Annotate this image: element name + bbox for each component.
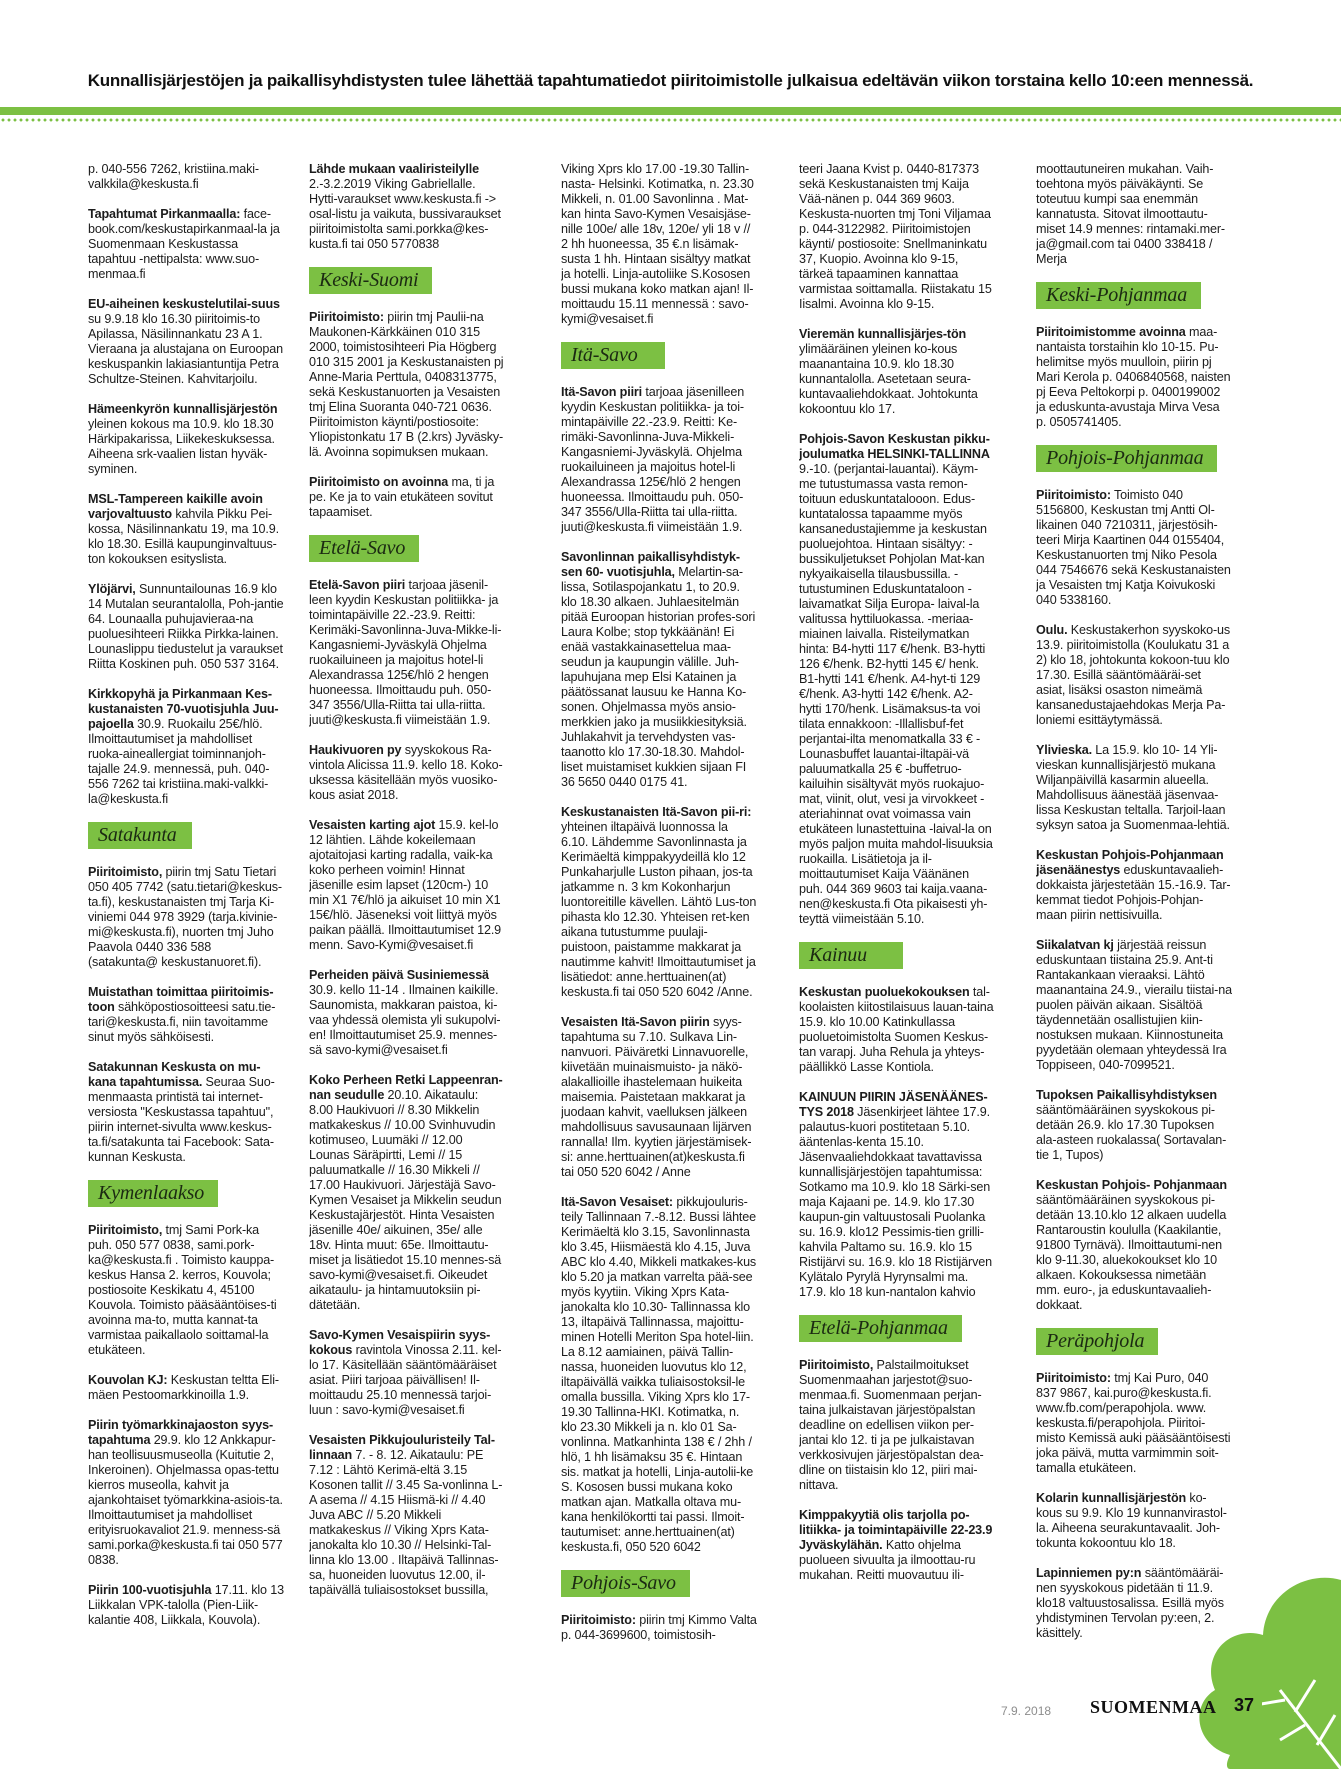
notice-body: tarjoaa jäsenil-leen kyydin Keskustan politiikka- ja toimintapäiville 22.-23.9. Reitti: Kerimäki-Savonlinna-Juva-Mikke-li-Kangasniemi-Jyväskylä Ohjelma ruokailuineen ja majoitus hotel-li Alexandrassa 125€/hlö 2 hengen huoneessa. Ilmoittaudu puh. 050-347 3556/Ulla-Riitta tai ulla-riitta. juuti@keskusta.fi viimeistään 1.9.	[309, 578, 502, 727]
event-notice	[1036, 743, 1232, 833]
region-section-banner: Etelä-Pohjanmaa	[799, 1315, 962, 1342]
event-notice	[1036, 162, 1232, 267]
event-notice	[1036, 488, 1232, 608]
notice-heading: Piiritoimisto:	[309, 310, 384, 324]
notice-body: ylimääräinen yleinen ko-kous maanantaina 10.9. klo 18.30 kunnantalolla. Asetetaan seura-kuntavaaliehdokkaat. Johtokunta kokoontuu klo 17.	[799, 342, 978, 416]
notice-heading: Piiritoimisto:	[1036, 1371, 1111, 1385]
event-notice	[561, 1613, 757, 1642]
notice-heading: Vesaisten Itä-Savon piirin	[561, 1015, 710, 1029]
notice-body: 15.9. kel-lo 12 lähtien. Lähde kokeilemaan ajotaitojasi karting radalla, vaik-ka koko perheen voimin! Hinnat jäsenille esim lapset (120cm-) 10 min X1 7€/hlö ja aikuiset 10 min X1 15€/hlö. Jäseneksi voit liittyä myös paikan päällä. Ilmoittautumiset 12.9 menn. Savo-Kymi@vesaiset.fi	[309, 818, 502, 952]
masthead: SUOMENMAA	[1090, 1697, 1217, 1717]
notice-body: 30.9. kello 11-14 . Ilmainen kaikille. Saunomista, makkaran paistoa, ki-vaa yhdessä olemista yli sukupolvi-en! Ilmoittautumiset 25.9. mennes-sä savo-kymi@vesaiset.fi	[309, 983, 501, 1057]
notice-heading: Perheiden päivä Susiniemessä	[309, 968, 489, 982]
event-notice	[88, 207, 284, 282]
event-notice	[309, 310, 505, 460]
notice-body: sähköpostiosoitteesi satu.tie-tari@keskusta.fi, niin tavoitamme sinut myös sähköisesti.	[88, 1000, 276, 1044]
event-notice	[1036, 1178, 1232, 1313]
column-2	[309, 162, 505, 1642]
notice-body: 30.9. Ruokailu 25€/hlö. Ilmoittautumiset ja mahdolliset ruoka-aineallergiat toiminnanjoh-tajalle 24.9. mennessä, puh. 040-556 7262 tai kristiina.maki-valkki-la@keskusta.fi	[88, 717, 270, 806]
notice-body: tmj Kai Puro, 040 837 9867, kai.puro@keskusta.fi. www.fb.com/perapohjola. www. keskusta.fi/perapohjola. Piiritoi-misto Kemissä auki pääsääntöisesti joka päivä, mutta varmimmin soit-tamalla etukäteen.	[1036, 1371, 1231, 1475]
event-notice	[88, 687, 284, 807]
notice-body: Seuraa Suo-menmaasta printistä tai internet-versiosta "Keskustassa tapahtuu", piirin internet-sivulta www.keskus-ta.fi/satakunta tai Facebook: Sata-kunnan Keskusta.	[88, 1075, 275, 1164]
notice-heading: Piirin työmarkkinajaoston syys-tapahtuma	[88, 1418, 274, 1447]
region-section-banner: Keski-Pohjanmaa	[1036, 282, 1201, 309]
notice-heading: Piiritoimistomme avoinna	[1036, 325, 1186, 339]
event-notice	[88, 492, 284, 567]
header-green-rule	[0, 107, 1341, 115]
notice-body: 9.-10. (perjantai-lauantai). Käym-me tutustumassa vasta remon-toituun eduskuntatalooon. Edus-kuntatalossa tapaamme myös kansanedustajiemme ja keskustan puoluejohtoa. Hintaan sisältyy: -bussikuljetukset Pohjolan Mat-kan nykyaikaisella tilausbussilla. -tutustuminen Eduskuntataloon -laivamatkat Silja Europa- laival-la valitussa hyttiluokassa. -meriaa-miainen laivalla. Risteilymatkan hinta: B4-hytti 117 €/henk. B3-hytti 126 €/henk. B2-hytti 145 €/ henk. B1-hytti 141 €/henk. A4-hyt-ti 129 €/henk. A3-hytti 142 €/henk. A2-hytti 170/henk. Lisämaksus-ta voi tilata ennakkoon: -Illallisbuf-fet perjantai-ilta menomatkalla 33 € -Lounasbuffet lauantai-iltapäi-vä paluumatkalla 25 € -buffetruo-kailuihin sisältyvät myös ruokajuo-mat, viinit, olut, vesi ja virvokkeet -ateriahinnat ovat voimassa vain etukäteen lunastettuina -laival-la on myös paljon muita mahdol-lisuuksia ruokailla. Lisätietoja ja il-moittautumiset Kaija Väänänen puh. 044 369 9603 tai kaija.vaana-nen@keskusta.fi Ota pikaisesti yh-teyttä viimeistään 5.10.	[799, 462, 993, 926]
notice-heading: Kirkkopyhä ja Pirkanmaan Kes-kustanaisten 70-vuotisjuhla Juu-pajoella	[88, 687, 279, 731]
event-notice	[799, 327, 995, 417]
notice-body: 7. - 8. 12. Aikataulu: PE 7.12 : Lähtö Kerimä-eltä 3.15 Kosonen tallit // 3.45 Sa-vonlinna L-A asema // 4.15 Hiismä-ki // 4.40 Juva ABC // 5.20 Mikkeli matkakeskus // Viking Xprs Kata-janokalta klo 10.30 // Helsinki-Tal-linna klo 13.00 . Iltapäivä Tallinnas-sa, huoneiden luovutus 12.00, il-tapäivällä tuliaisostokset bussilla,	[309, 1448, 503, 1597]
header-dotted-rule	[0, 118, 1341, 122]
event-notice	[561, 1195, 757, 1555]
event-notice	[309, 743, 505, 803]
notice-heading: Ylöjärvi,	[88, 582, 136, 596]
notice-heading: Kolarin kunnallisjärjestön	[1036, 1491, 1187, 1505]
event-notice	[799, 1358, 995, 1493]
notice-body: Toimisto 040 5156800, Keskustan tmj Antti Ol-likainen 040 7210311, järjestösih-teeri Mirja Kaartinen 044 0155404, Keskustanuorten tmj Niko Pesola 044 7546676 sekä Keskustanaisten ja Vesaisten tmj Katja Koivukoski 040 5338160.	[1036, 488, 1231, 607]
notice-heading: Vesaisten karting ajot	[309, 818, 436, 832]
event-notice	[88, 1223, 284, 1358]
event-notice	[88, 297, 284, 387]
event-notice	[799, 985, 995, 1075]
notice-body: syys-tapahtuma su 7.10. Sulkava Lin-nanvuori. Päiväretki Linnavuorelle, kiivetään muinaismuisto- ja näkö-alakallioille ihastelemaan huikeita maisemia. Paistetaan makkarat ja juodaan kahvit, vaelluksen jälkeen mahdollisuus savusaunaan lijärven rannalla! Ilm. kyytien järjestämisek-si: anne.herttuainen(at)keskusta.fi tai 050 520 6042 / Anne	[561, 1015, 752, 1179]
event-notice	[1036, 623, 1232, 728]
notice-body: 29.9. klo 12 Ankkapur-han teollisuusmuseolla (Kuitutie 2, Inkeroinen). Ohjelmassa opas-tettu kierros museolla, kahvit ja ajankohtaiset työmarkkina-asiois-ta. Ilmoittautumiset ja mahdolliset erityisruokavaliot 21.9. menness-sä sami.porka@keskusta.fi tai 050 577 0838.	[88, 1433, 283, 1567]
event-notice	[799, 1090, 995, 1300]
notice-body: 2.-3.2.2019 Viking Gabriellalle. Hytti-varaukset www.keskusta.fi -> osal-listu ja vaikuta, bussivaraukset piiritoimistolta sami.porkka@kes-kusta.fi tai 050 5770838	[309, 177, 501, 251]
region-section-banner: Peräpohjola	[1036, 1328, 1158, 1355]
notice-body: Katto ohjelma puolueen sivuulta ja ilmoottau-ru mukahan. Reitti muovautuu ili-	[799, 1538, 976, 1582]
notice-body: piirin tmj Kimmo Valta p. 044-3699600, toimistosih-	[561, 1613, 757, 1642]
notice-body: p. 040-556 7262, kristiina.maki-valkkila@keskusta.fi	[88, 162, 259, 191]
notice-heading: Savo-Kymen Vesaispiirin syys-kokous	[309, 1328, 491, 1357]
event-notice	[309, 1433, 505, 1598]
notice-body: Sunnuntailounas 16.9 klo 14 Mutalan seurantalolla, Poh-jantie 64. Lounaalla puhujavieraa-na puoluesihteeri Riikka Pirkka-lainen. Lounaslippu tiedustelut ja varaukset Riitta Koskinen puh. 050 537 3164.	[88, 582, 284, 671]
notice-body: tmj Sami Pork-ka puh. 050 577 0838, sami.pork-ka@keskusta.fi . Toimisto kauppa-keskus Hansa 2. kerros, Kouvola; postiosoite Keskikatu 4, 45100 Kouvola. Toimisto pääsääntöises-ti avoinna ma-to, mutta kannat-ta varmistaa paikallaolo soittamal-la etukäteen.	[88, 1223, 277, 1357]
event-notice	[88, 1373, 284, 1403]
notice-body: kahvila Pikku Pei-kossa, Näsilinnankatu 19, ma 10.9. klo 18.30. Esillä kaupunginvaltuus-ton kokouksen esityslista.	[88, 507, 279, 566]
event-notice	[88, 162, 284, 192]
event-notice	[88, 1418, 284, 1568]
region-section-banner: Pohjois-Pohjanmaa	[1036, 445, 1217, 472]
notice-heading: Piiritoimisto:	[1036, 488, 1111, 502]
event-notice	[88, 865, 284, 970]
notice-body: sääntömääräinen syyskokous pi-detään 13.10.klo 12 alkaen uudella Rantaroustin koululla (Kaakilantie, 91800 Tyrnävä). Ilmoittautumi-nen klo 9-11.30, aluekokoukset klo 10 alkaen. Kokouksessa nimetään mm. euro-, ja eduskuntavaalieh-dokkaat.	[1036, 1193, 1227, 1312]
event-notice	[309, 818, 505, 953]
notice-heading: Vieremän kunnallisjärjes-tön	[799, 327, 967, 341]
column-4	[799, 162, 995, 1642]
notice-body: Melartin-sa-lissa, Sotilaspojankatu 1, to 20.9. klo 18.30 alkaen. Juhlaesitelmän pitää Euroopan historian profes-sori Laura Kolbe; stop tykkäänän! Ei enää vastakkainasettelua maa-seudun ja kaupungin välille. Juh-lapuhujana mep Elsi Katainen ja päätössanat lausuu ke Hanna Ko-sonen. Ohjelmassa myös ansio-merkkien jako ja musiikkiesityksiä. Juhlakahvit ja tervehdysten vas-taanotto klo 17.30-18.30. Mahdol-liset muistamiset kukkien sijaan FI 36 5650 0440 0175 41.	[561, 565, 756, 789]
notice-heading: Tupoksen Paikallisyhdistyksen	[1036, 1088, 1217, 1102]
event-notice	[1036, 325, 1232, 430]
issue-date: 7.9. 2018	[1001, 1704, 1052, 1718]
notice-heading: Lähde mukaan vaaliristeilylle	[309, 162, 479, 176]
notice-heading: Siikalatvan kj	[1036, 938, 1114, 952]
event-notice	[561, 805, 757, 1000]
notice-heading: Vesaisten Pikkujouluristeily Tal-linnaan	[309, 1433, 495, 1462]
region-section-banner: Satakunta	[88, 822, 192, 849]
notice-body: face-book.com/keskustapirkanmaal-la ja Suomenmaan Keskustassa tapahtuu -nettipalsta: www.suo-menmaa.fi	[88, 207, 280, 281]
notice-body: ko-kous su 9.9. Klo 19 kunnanvirastol-la. Aiheena seurakuntavaalit. Joh-tokunta kokoontuu klo 18.	[1036, 1491, 1227, 1550]
region-section-banner: Etelä-Savo	[309, 535, 419, 562]
event-notice	[799, 432, 995, 927]
notice-heading: Lapinniemen py:n	[1036, 1566, 1142, 1580]
notice-body: sääntömääräinen syyskokous pi-detään 26.9. klo 17.30 Tupoksen ala-asteen ruokalassa( Sortavalan-tie 1, Tupos)	[1036, 1103, 1227, 1162]
notice-heading: Oulu.	[1036, 623, 1068, 637]
notice-heading: Piiritoimisto,	[799, 1358, 874, 1372]
notice-heading: Muistathan toimittaa piiritoimis-toon	[88, 985, 274, 1014]
notice-body: tal-koolaisten kiitostilaisuus lauan-taina 15.9. klo 10.00 Katinkullassa puoluetoimistolta Suomen Keskus-tan varapj. Juha Rehula ja yhteys-päällikkö Lasse Kontiola.	[799, 985, 994, 1074]
notice-body: syyskokous Ra-vintola Alicissa 11.9. kello 18. Koko-uksessa käsitellään myös vuosiko-kous asiat 2018.	[309, 743, 503, 802]
notice-body: Keskustan teltta Eli-mäen Pestoomarkkinoilla 1.9.	[88, 1373, 279, 1402]
region-section-banner: Pohjois-Savo	[561, 1570, 690, 1597]
notice-heading: Kouvolan KJ:	[88, 1373, 168, 1387]
event-notice	[309, 578, 505, 728]
publication-notice: Kunnallisjärjestöjen ja paikallisyhdistysten tulee lähettää tapahtumatiedot piiritoimistolle julkaisua edeltävän viikon torstaina kello 10:een mennessä.	[87, 71, 1254, 90]
region-section-banner: Itä-Savo	[561, 342, 665, 369]
notice-body: ravintola Vinossa 2.11. kel-lo 17. Käsitellään sääntömääräiset asiat. Piiri tarjoaa päivällisen! Il-moittaudu 25.10 mennessä tarjoi-luun : savo-kymi@vesaiset.fi	[309, 1343, 502, 1417]
notice-body: 20.10. Aikataulu: 8.00 Haukivuori // 8.30 Mikkelin matkakeskus // 10.00 Svinhuvudin kotimuseo, Luumäki // 12.00 Lounas Säräpirtti, Lemi // 15 paluumatkalle // 16.30 Mikkeli // 17.00 Haukivuori. Järjestäjä Savo-Kymen Vesaiset ja Mikkelin seudun Keskustajärjestöt. Hinta Vesaisten jäsenille 40e/ aikuinen, 35e/ alle 18v. Hinta muut: 65e. Ilmoittautu-miset ja lisätiedot 15.10 mennes-sä savo-kymi@vesaiset.fi. Oikeudet aikataulu- ja hintamuutoksiin pi-dätetään.	[309, 1088, 502, 1312]
event-notice	[309, 162, 505, 252]
event-notice	[561, 385, 757, 535]
notice-heading: Pohjois-Savon Keskustan pikku-joulumatka HELSINKI-TALLINNA	[799, 432, 990, 461]
notice-heading: Satakunnan Keskusta on mu-kana tapahtumissa.	[88, 1060, 261, 1089]
notice-body: eduskuntavaalieh-dokkaista järjestetään 15.-16.9. Tar-kemmat tiedot Pohjois-Pohjan-maan piirin nettisivuilla.	[1036, 863, 1231, 922]
notice-body: teeri Jaana Kvist p. 0440-817373 sekä Keskustanaisten tmj Kaija Vää-nänen p. 044 369 9603. Keskusta-nuorten tmj Toni Viljamaa p. 044-3122982. Piiritoimistojen käynti/ postiosoite: Snellmaninkatu 37, Kuopio. Avoinna klo 9-15, tärkeä tapaaminen kannattaa varmistaa soittamalla. Riistakatu 15 Iisalmi. Avoinna klo 9-15.	[799, 162, 992, 311]
notice-body: su 9.9.18 klo 16.30 piiritoimis-to Apilassa, Näsilinnankatu 23 A 1. Vieraana ja alustajana on Euroopan keskuspankin lakiasiantuntija Petra Schultze-Steinen. Kahvitarjoilu.	[88, 312, 283, 386]
event-notice	[799, 162, 995, 312]
notice-heading: Itä-Savon piiri	[561, 385, 643, 399]
region-section-banner: Kainuu	[799, 942, 903, 969]
notice-body: yhteinen iltapäivä luonnossa la 6.10. Lähdemme Savonlinnasta ja Kerimäeltä kimppakyydeillä klo 12 Punkaharjulle Luston pihaan, jos-ta jatkamme n. 3 km Kokonharjun luontoreitille kävellen. Lähtö Lus-ton pihasta klo 12.30. Yhteisen ret-ken aikana tutustumme puulaji-puistoon, paistamme makkarat ja nautimme kahvit! Ilmoittautumiset ja lisätiedot: anne.herttuainen(at) keskusta.fi tai 050 520 6042 /Anne.	[561, 820, 757, 999]
notice-body: sääntömääräi-nen syyskokous pidetään ti 11.9. klo18 valtuustosalissa. Esillä myös yhdistyminen Tervolan py:een, 2. käsittely.	[1036, 1566, 1224, 1640]
notice-body: piirin tmj Satu Tietari 050 405 7742 (satu.tietari@keskus-ta.fi), keskustanaisten tmj Tarja Ki-viniemi 044 978 3929 (tarja.kivinie-mi@keskusta.fi), nuorten tmj Juho Paavola 0440 336 588 (satakunta@ keskustanuoret.fi).	[88, 865, 282, 969]
green-leaf-icon	[1185, 1540, 1341, 1769]
event-notice	[88, 1583, 284, 1628]
column-5	[1036, 162, 1232, 1642]
notice-heading: MSL-Tampereen kaikille avoin varjovaltuusto	[88, 492, 263, 521]
notice-heading: Etelä-Savon piiri	[309, 578, 406, 592]
notice-body: tarjoaa jäsenilleen kyydin Keskustan politiikka- ja toi-mintapäiville 22.-23.9. Reitti: Ke-rimäki-Savonlinna-Juva-Mikkeli-Kangasniemi-Jyväskylä. Ohjelma ruokailuineen ja majoitus hotel-li Alexandrassa 125€/hlö 2 hengen huoneessa. Ilmoittaudu puh. 050-347 3556/Ulla-Riitta tai ulla-riitta. juuti@keskusta.fi viimeistään 1.9.	[561, 385, 745, 534]
notice-heading: Hämeenkyrön kunnallisjärjestön	[88, 402, 278, 416]
column-1	[88, 162, 284, 1642]
notice-heading: Keskustan puoluekokouksen	[799, 985, 970, 999]
notice-body: järjestää reissun eduskuntaan tiistaina 25.9. Ant-ti Rantakankaan vieraaksi. Lähtö maanantaina 24.9., vierailu tiistai-na puolen päivän aikaan. Sisältöä täydennetään osallistujien kiin-nostuksen mukaan. Kiinnostuneita pyydetään olemaan yhteydessä Ira Toppiseen, 040-7099521.	[1036, 938, 1232, 1072]
region-section-banner: Kymenlaakso	[88, 1180, 218, 1207]
notice-body: Viking Xprs klo 17.00 -19.30 Tallin-nasta- Helsinki. Kotimatka, n. 23.30 Mikkeli, n. 01.00 Savonlinna . Mat-kan hinta Savo-Kymen Vesaisjäse-nille 100e/ alle 18v, 120e/ yli 18 v // 2 hh huoneessa, 35 €.n lisämak-susta 1 hh. Hintaan sisältyy matkat ja hotelli. Linja-autoliike S.Kososen bussi mukana koko matkan ajan! Il-moittaudu 15.11 mennessä : savo-kymi@vesaiset.fi	[561, 162, 754, 326]
notice-heading: Koko Perheen Retki Lappeenran-nan seudulle	[309, 1073, 503, 1102]
notice-body: ma, ti ja pe. Ke ja to vain etukäteen sovitut tapaamiset.	[309, 475, 495, 519]
event-notice	[799, 1508, 995, 1583]
event-notice	[88, 1060, 284, 1165]
notice-body: 17.11. klo 13 Liikkalan VPK-talolla (Pien-Liik-kalantie 408, Liikkala, Kouvola).	[88, 1583, 284, 1627]
notice-body: La 15.9. klo 10- 14 Yli-vieskan kunnallisjärjestö mukana Wiljanpäivillä kasarmin alueella. Mahdollisuus äänestää jäsenvaa-lissa Keskustan teltalla. Tarjoil-laan syksyn satoa ja Suomenmaa-lehtiä.	[1036, 743, 1230, 832]
notice-body: yleinen kokous ma 10.9. klo 18.30 Härkipakarissa, Liikekeskuksessa. Aiheena srk-vaalien listan hyväk-syminen.	[88, 417, 275, 476]
notice-heading: Ylivieska.	[1036, 743, 1092, 757]
notice-heading: KAINUUN PIIRIN JÄSENÄÄNES-TYS 2018	[799, 1090, 988, 1119]
event-notice	[88, 985, 284, 1045]
event-notice	[88, 402, 284, 477]
notice-body: pikkujouluris-teily Tallinnaan 7.-8.12. Bussi lähtee Kerimäeltä klo 3.15, Savonlinnasta klo 3.45, Hiismäestä klo 4.15, Juva ABC klo 4.40, Mikkeli matkakes-kus klo 5.20 ja matkan varrelta pää-see myös kyytiin. Viking Xprs Kata-janokalta klo 10.30- Tallinnassa klo 13, iltapäivä Tallinnassa, majoittu-minen Hotelli Meriton Spa hotel-liin. La 8.12 aamiainen, päivä Tallin-nassa, huoneiden luovutus klo 12, iltapäivällä vaikka tuliaisostoksil-le omalla bussilla. Viking Xprs klo 17-19.30 Tallinna-HKI. Kotimatka, n. klo 23.30 Mikkeli ja n. klo 01 Sa-vonlinna. Matkanhinta 138 € / 2hh / hlö, 1 hh lisämaksu 35 €. Hintaan sis. matkat ja hotelli, Linja-autolii-ke S. Kososen bussi mukana koko matkan ajan. Matkalla oltava mu-kana henkilökortti tai passi. Ilmoit-tautumiset: anne.herttuainen(at) keskusta.fi, 050 520 6042	[561, 1195, 757, 1554]
page-number: 37	[1226, 1690, 1262, 1720]
notice-heading: Piiritoimisto,	[88, 865, 163, 879]
region-section-banner: Keski-Suomi	[309, 267, 432, 294]
notice-body: Jäsenkirjeet lähtee 17.9. palautus-kuori postitetaan 5.10. ääntenlas-kenta 15.10. Jäsenvaaliehdokkaat tavattavissa kunnallisjärjestöjen tapahtumissa: Sotkamo ma 10.9. klo 18 Särki-sen maja Kajaani pe. 14.9. klo 17.30 kaupun-gin valtuustosali Puolanka su. 16.9. klo12 Pessimis-tien grilli-kahvila Paltamo su. 16.9. klo 15 Ristijärvi su. 16.9. klo 18 Ristijärven Kylätalo Pyrylä Hyrynsalmi ma. 17.9. klo 18 kun-nantalon kahvio	[799, 1105, 992, 1299]
notice-heading: Tapahtumat Pirkanmaalla:	[88, 207, 241, 221]
event-notice	[88, 582, 284, 672]
event-notice	[309, 1328, 505, 1418]
event-notice	[1036, 1088, 1232, 1163]
event-notice	[561, 1015, 757, 1180]
notice-heading: Piiritoimisto on avoinna	[309, 475, 449, 489]
event-notice	[1036, 848, 1232, 923]
notice-heading: Itä-Savon Vesaiset:	[561, 1195, 673, 1209]
notice-heading: Piiritoimisto,	[88, 1223, 163, 1237]
notice-heading: EU-aiheinen keskustelutilai-suus	[88, 297, 280, 311]
notice-body: piirin tmj Paulii-na Maukonen-Kärkkäinen 010 315 2000, toimistosihteeri Pia Högberg 010 315 2001 ja Keskustanaisten pj Anne-Maria Perttula, 0408313775, sekä Keskustanuorten ja Vesaisten tmj Elina Suoranta 040-721 0636. Piiritoimiston käynti/postiosoite: Yliopistonkatu 17 B (2.krs) Jyväsky-lä. Avoinna sopimuksen mukaan.	[309, 310, 504, 459]
notice-heading: Piiritoimisto:	[561, 1613, 636, 1627]
notice-heading: Keskustanaisten Itä-Savon pii-ri:	[561, 805, 752, 819]
notice-body: Palstailmoitukset Suomenmaahan jarjestot@suo-menmaa.fi. Suomenmaan perjan-taina julkaistavan järjestöpalstan deadline on edellisen viikon per-jantai klo 12. ti ja pe julkaistavan verkkosivujen järjestöpalstan dea-dline on tiistaisin klo 12, piiri mai-nittava.	[799, 1358, 984, 1492]
notice-heading: Keskustan Pohjois- Pohjanmaan	[1036, 1178, 1227, 1192]
notice-heading: Piirin 100-vuotisjuhla	[88, 1583, 212, 1597]
event-notice	[1036, 1371, 1232, 1476]
notice-body: moottautuneiren mukahan. Vaih-toehtona myös päiväkäynti. Se toteutuu kumpi saa enemmän kannatusta. Sitovat ilmoottautu-miset 14.9 mennes: rintamaki.mer-ja@gmail.com tai 0400 338418 / Merja	[1036, 162, 1225, 266]
event-notice	[309, 475, 505, 520]
event-notice	[1036, 938, 1232, 1073]
event-notice	[561, 162, 757, 327]
notice-heading: Savonlinnan paikallisyhdistyk-sen 60- vuotisjuhla,	[561, 550, 740, 579]
notice-heading: Kimppakyytiä olis tarjolla po-litiikka- ja toimintapäiville 22-23.9 Jyväskylähän.	[799, 1508, 993, 1552]
notice-body: maa-nantaista torstaihin klo 10-15. Pu-helimitse myös muulloin, piirin pj Mari Kerola p. 0406840568, naisten pj Eeva Peltokorpi p. 0400199002 ja eduskunta-avustaja Mirva Vesa p. 0505741405.	[1036, 325, 1231, 429]
event-notice	[561, 550, 757, 790]
column-3	[561, 162, 757, 1642]
event-notice	[309, 1073, 505, 1313]
notice-heading: Haukivuoren py	[309, 743, 402, 757]
notice-heading: Keskustan Pohjois-Pohjanmaan jäsenäänestys	[1036, 848, 1224, 877]
notice-body: Keskustakerhon syyskoko-us 13.9. piiritoimistolla (Koulukatu 31 a 2) klo 18, johtokunta kokoon-tuu klo 17.30. Esillä sääntömääräi-set asiat, lisäksi osaston nimeämä kansanedustajaehdokas Merja Pa-loniemi esittäytymässä.	[1036, 623, 1230, 727]
event-notice	[309, 968, 505, 1058]
